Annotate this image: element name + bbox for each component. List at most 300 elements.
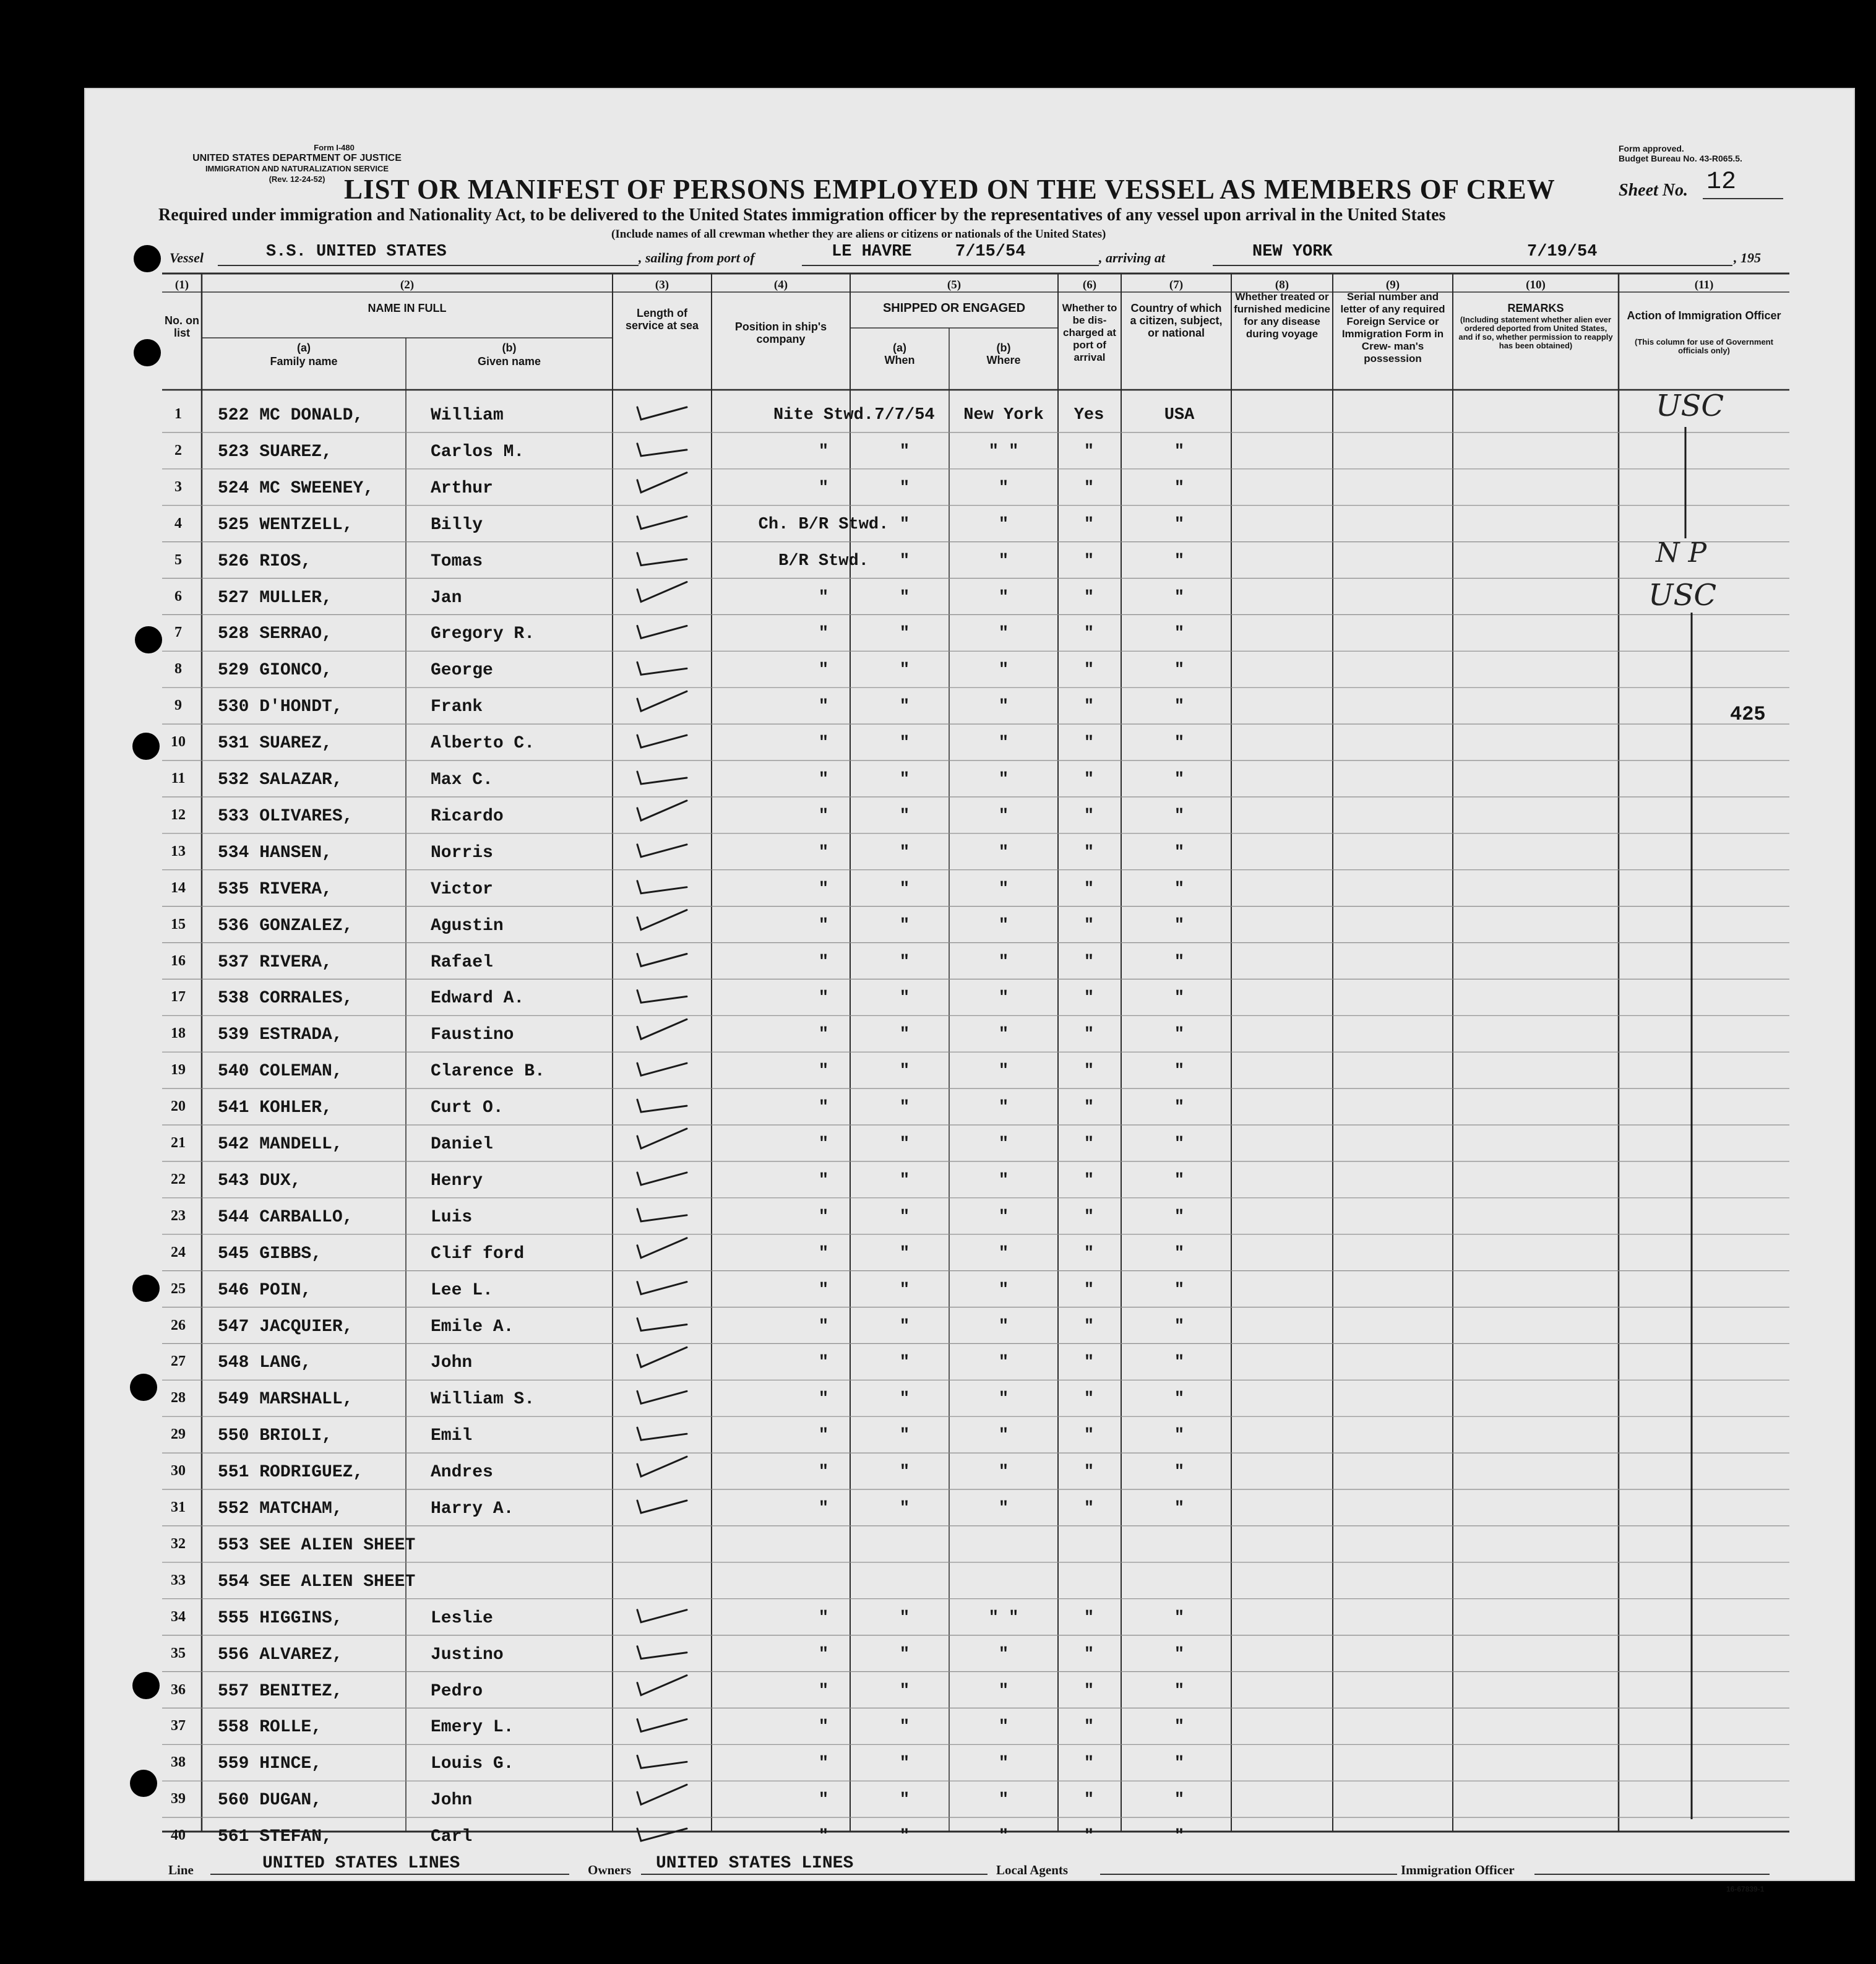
position: " (818, 989, 829, 1008)
col-num-7: (7) (1169, 278, 1184, 291)
shipped-when: " (899, 1098, 910, 1118)
position: " (818, 1426, 829, 1445)
family-name: 551 RODRIGUEZ, (218, 1463, 364, 1483)
family-name: 545 GIBBS, (218, 1244, 322, 1264)
position: " (818, 916, 829, 935)
discharge: " (1083, 1426, 1095, 1445)
shipped-when: " (899, 442, 910, 461)
shipped-where: " (998, 1463, 1009, 1482)
row-number: 5 (174, 551, 182, 568)
col-num-11: (11) (1694, 278, 1714, 291)
discharge: " (1083, 1499, 1095, 1518)
position: Ch. B/R Stwd. (758, 515, 889, 534)
discharge: " (1083, 478, 1095, 497)
position: B/R Stwd. (778, 551, 869, 571)
discharge: " (1083, 1353, 1095, 1372)
country: " (1174, 442, 1185, 461)
position: " (818, 1754, 829, 1773)
given-name: Lee L. (431, 1280, 493, 1300)
shipped-when: " (899, 1317, 910, 1336)
country: " (1174, 879, 1185, 898)
year-suffix: , 195 (1734, 250, 1761, 265)
vessel-label: Vessel (170, 250, 204, 265)
row-number: 31 (171, 1499, 186, 1515)
line-label: Line (168, 1863, 194, 1877)
position: " (818, 588, 829, 607)
table-row (0, 1637, 1876, 1673)
table-row (0, 470, 1876, 506)
row-number: 17 (171, 989, 186, 1006)
position: " (818, 1608, 829, 1627)
given-name: Gregory R. (431, 624, 535, 644)
col-header-given: Given name (477, 355, 541, 368)
discharge: " (1083, 916, 1095, 935)
family-name: 547 JACQUIER, (218, 1317, 353, 1337)
table-row (0, 1345, 1876, 1380)
discharge: " (1083, 806, 1095, 825)
discharge: " (1083, 1244, 1095, 1263)
given-name: Alberto C. (431, 734, 535, 754)
shipped-when: " (899, 1280, 910, 1299)
country: " (1174, 1718, 1185, 1737)
table-row (0, 1053, 1876, 1089)
given-name: Billy (431, 515, 483, 535)
country: " (1174, 1608, 1185, 1627)
family-name: 552 MATCHAM, (218, 1499, 343, 1518)
discharge: " (1083, 697, 1095, 717)
approval-text: Form approved. (1619, 144, 1684, 153)
country: " (1174, 806, 1185, 825)
shipped-where: " (998, 1791, 1009, 1810)
table-row (0, 1527, 1876, 1563)
row-number: 35 (171, 1645, 186, 1661)
shipped-when: " (899, 1681, 910, 1700)
shipped-where: " (998, 1499, 1009, 1518)
table-row (0, 798, 1876, 834)
family-name: 533 OLIVARES, (218, 806, 353, 826)
row-number: 10 (171, 734, 186, 751)
sheet-label: Sheet No. (1619, 181, 1688, 200)
position: " (818, 1317, 829, 1336)
page-title: LIST OR MANIFEST OF PERSONS EMPLOYED ON THE VESSEL AS MEMBERS OF CREW (344, 174, 1555, 205)
shipped-where: " (998, 843, 1009, 862)
arriving-port: NEW YORK (1252, 243, 1333, 261)
shipped-where: " (998, 1681, 1009, 1700)
shipped-where: " (998, 588, 1009, 607)
given-name: Emil (431, 1426, 473, 1446)
table-row (0, 762, 1876, 798)
country: " (1174, 916, 1185, 935)
col-num-8: (8) (1275, 278, 1289, 291)
service-name: IMMIGRATION AND NATURALIZATION SERVICE (205, 164, 389, 173)
position: " (818, 1499, 829, 1518)
family-name: 532 SALAZAR, (218, 770, 343, 790)
row-number: 4 (174, 515, 182, 532)
family-name: 539 ESTRADA, (218, 1025, 343, 1045)
table-row (0, 1746, 1876, 1781)
shipped-where: " (998, 624, 1009, 644)
country: " (1174, 1244, 1185, 1263)
col-num-1: (1) (174, 278, 189, 291)
shipped-when: " (899, 588, 910, 607)
col-header-given-letter: (b) (502, 342, 517, 354)
family-name: 523 SUAREZ, (218, 442, 332, 462)
shipped-when: " (899, 916, 910, 935)
shipped-where: " (998, 515, 1009, 534)
discharge: " (1083, 442, 1095, 461)
immigration-officer-label: Immigration Officer (1401, 1863, 1515, 1877)
country: " (1174, 1317, 1185, 1336)
family-name: 540 COLEMAN, (218, 1062, 343, 1082)
table-row (0, 580, 1876, 616)
annotation-usc-1: USC (1656, 389, 1724, 423)
family-name: 524 MC SWEENEY, (218, 478, 374, 498)
country: " (1174, 1062, 1185, 1081)
shipped-when: " (899, 1025, 910, 1044)
given-name: Carlos M. (431, 442, 525, 462)
given-name: Henry (431, 1171, 483, 1191)
position: " (818, 661, 829, 680)
revision-date: (Rev. 12-24-52) (269, 174, 325, 184)
shipped-when: " (899, 478, 910, 497)
country: " (1174, 843, 1185, 862)
country: " (1174, 661, 1185, 680)
family-name: 530 D'HONDT, (218, 697, 343, 717)
family-name: 546 POIN, (218, 1280, 312, 1300)
shipped-when: " (899, 624, 910, 644)
shipped-when: " (899, 661, 910, 680)
given-name: John (431, 1353, 473, 1373)
shipped-where: " (998, 770, 1009, 789)
col-header-remarks-note: (Including statement whether alien ever ordered deported from United States, and if so, whether permission to reapply has been obtained) (1458, 315, 1613, 350)
position: " (818, 1827, 829, 1846)
country: " (1174, 1280, 1185, 1299)
discharge: " (1083, 1171, 1095, 1190)
family-name: 560 DUGAN, (218, 1791, 322, 1811)
family-name: 557 BENITEZ, (218, 1681, 343, 1701)
shipped-where: " (998, 1171, 1009, 1190)
shipped-where: " (998, 1645, 1009, 1664)
shipped-when: " (899, 551, 910, 571)
position: " (818, 770, 829, 789)
discharge: " (1083, 1645, 1095, 1664)
position: " (818, 1098, 829, 1118)
col-header-serial: Serial number and letter of any required Foreign Service or Immigration Form in Crew- man's possession (1340, 291, 1445, 364)
row-number: 25 (171, 1280, 186, 1297)
given-name: William S. (431, 1390, 535, 1410)
table-row (0, 835, 1876, 871)
country: " (1174, 1353, 1185, 1372)
country: " (1174, 1098, 1185, 1118)
given-name: Jan (431, 588, 462, 608)
position: " (818, 1353, 829, 1372)
discharge: Yes (1074, 406, 1104, 424)
table-row (0, 616, 1876, 652)
discharge: " (1083, 1681, 1095, 1700)
table-row (0, 908, 1876, 944)
owners-value: UNITED STATES LINES (656, 1854, 854, 1873)
family-name: 531 SUAREZ, (218, 734, 332, 754)
family-name: 543 DUX, (218, 1171, 301, 1191)
annotation-usc-2: USC (1648, 578, 1717, 613)
department-name: UNITED STATES DEPARTMENT OF JUSTICE (192, 153, 402, 163)
position: " (818, 1390, 829, 1409)
form-number: Form I-480 (314, 143, 355, 152)
position: " (818, 879, 829, 898)
print-code: 16-67839-1 (1726, 1885, 1765, 1893)
discharge: " (1083, 1135, 1095, 1153)
shipped-where: " (998, 916, 1009, 935)
col-header-family-letter: (a) (297, 342, 311, 354)
inclusion-note: (Include names of all crewman whether they are aliens or citizens or nationals of the United States) (611, 228, 1106, 241)
family-name: 542 MANDELL, (218, 1135, 343, 1154)
row-number: 26 (171, 1317, 186, 1333)
discharge: " (1083, 770, 1095, 789)
country: " (1174, 1171, 1185, 1190)
table-row (0, 1272, 1876, 1308)
row-number: 19 (171, 1062, 186, 1079)
country: " (1174, 551, 1185, 571)
given-name: Tomas (431, 551, 483, 571)
country: " (1174, 515, 1185, 534)
row-number: 15 (171, 916, 186, 932)
position: " (818, 1280, 829, 1299)
discharge: " (1083, 551, 1095, 571)
position: " (818, 442, 829, 461)
row-number: 24 (171, 1244, 186, 1260)
table-row (0, 1309, 1876, 1345)
col-header-action: Action of Immigration Officer (1627, 309, 1781, 322)
table-row (0, 1236, 1876, 1272)
position: " (818, 1645, 829, 1664)
shipped-where: " (998, 1426, 1009, 1445)
shipped-where: " (998, 478, 1009, 497)
position: " (818, 1062, 829, 1081)
country: " (1174, 1645, 1185, 1664)
shipped-when: " (899, 1645, 910, 1664)
country: " (1174, 1390, 1185, 1409)
country: " (1174, 1025, 1185, 1044)
table-row (0, 1381, 1876, 1417)
legal-requirement: Required under immigration and Nationality Act, to be delivered to the United States immigration officer by the representatives of any vessel upon arrival in the United States (158, 205, 1446, 225)
shipped-when: " (899, 515, 910, 534)
country: " (1174, 478, 1185, 497)
col-header-medicine: Whether treated or furnished medicine for any disease during voyage (1234, 291, 1330, 340)
given-name: Carl (431, 1827, 473, 1847)
shipped-where: " (998, 1244, 1009, 1263)
row-number: 3 (174, 478, 182, 495)
shipped-when: " (899, 1608, 910, 1627)
table-row (0, 1564, 1876, 1600)
annotation-np: N P (1656, 537, 1707, 569)
col-header-when: When (884, 354, 915, 366)
given-name: Clif ford (431, 1244, 525, 1264)
family-name: 535 RIVERA, (218, 879, 332, 899)
given-name: Agustin (431, 916, 504, 936)
row-number: 11 (171, 770, 186, 786)
position: " (818, 1463, 829, 1482)
shipped-where: " (998, 806, 1009, 825)
position: " (818, 1025, 829, 1044)
shipped-when: " (899, 1207, 910, 1226)
row-number: 8 (174, 661, 182, 678)
given-name: Clarence B. (431, 1062, 545, 1082)
shipped-where: " (998, 1280, 1009, 1299)
shipped-when: " (899, 989, 910, 1008)
family-name: 541 KOHLER, (218, 1098, 332, 1118)
shipped-where: " (998, 1098, 1009, 1118)
shipped-where: " (998, 551, 1009, 571)
family-name: 544 CARBALLO, (218, 1207, 353, 1227)
table-row (0, 397, 1876, 433)
shipped-when: " (899, 879, 910, 898)
row-number: 9 (174, 697, 182, 714)
shipped-where: " (998, 1390, 1009, 1409)
line-value: UNITED STATES LINES (262, 1854, 460, 1873)
arriving-label: , arriving at (1099, 250, 1165, 265)
row-number: 39 (171, 1791, 186, 1807)
family-name: 559 HINCE, (218, 1754, 322, 1774)
country: " (1174, 697, 1185, 717)
row-number: 13 (171, 843, 186, 859)
discharge: " (1083, 879, 1095, 898)
col-num-2: (2) (400, 278, 415, 291)
shipped-where: " (998, 1317, 1009, 1336)
table-row (0, 1418, 1876, 1454)
col-num-10: (10) (1526, 278, 1546, 291)
col-header-length: Length of service at sea (625, 307, 699, 332)
shipped-where: " (998, 989, 1009, 1008)
discharge: " (1083, 588, 1095, 607)
table-row (0, 652, 1876, 688)
row-number: 37 (171, 1718, 186, 1734)
row-number: 1 (174, 406, 182, 422)
given-name: Frank (431, 697, 483, 717)
shipped-when: " (899, 1791, 910, 1810)
sailing-label: , sailing from port of (639, 250, 755, 265)
table-row (0, 1673, 1876, 1709)
row-number: 18 (171, 1025, 186, 1042)
given-name: John (431, 1791, 473, 1811)
position: " (818, 1718, 829, 1737)
country: " (1174, 989, 1185, 1008)
shipped-when: " (899, 1390, 910, 1409)
col-num-5: (5) (947, 278, 962, 291)
shipped-where: " (998, 697, 1009, 717)
discharge: " (1083, 1098, 1095, 1118)
shipped-when: " (899, 1718, 910, 1737)
shipped-when: " (899, 697, 910, 717)
vessel-name: S.S. UNITED STATES (266, 243, 447, 261)
shipped-where: " " (988, 442, 1019, 461)
table-row (0, 1017, 1876, 1053)
family-name: 534 HANSEN, (218, 843, 332, 863)
position: " (818, 843, 829, 862)
given-name: Ricardo (431, 806, 504, 826)
shipped-where: " (998, 1207, 1009, 1226)
shipped-when: " (899, 1754, 910, 1773)
shipped-when: " (899, 770, 910, 789)
shipped-when: " (899, 806, 910, 825)
country: " (1174, 1207, 1185, 1226)
table-row (0, 1454, 1876, 1490)
col-header-name: NAME IN FULL (368, 302, 447, 314)
discharge: " (1083, 1463, 1095, 1482)
discharge: " (1083, 1280, 1095, 1299)
given-name: George (431, 661, 493, 681)
country: " (1174, 1827, 1185, 1846)
shipped-where: " (998, 1718, 1009, 1737)
family-name: 548 LANG, (218, 1353, 312, 1373)
shipped-where: " (998, 952, 1009, 971)
row-number: 21 (171, 1135, 186, 1151)
discharge: " (1083, 661, 1095, 680)
country: " (1174, 624, 1185, 644)
row-number: 40 (171, 1827, 186, 1844)
col-num-9: (9) (1385, 278, 1400, 291)
sailing-date: 7/15/54 (955, 243, 1026, 261)
row-number: 32 (171, 1535, 186, 1552)
given-name: Curt O. (431, 1098, 504, 1118)
given-name: Leslie (431, 1608, 493, 1628)
discharge: " (1083, 734, 1095, 753)
table-row (0, 1126, 1876, 1162)
table-row (0, 1782, 1876, 1818)
discharge: " (1083, 1608, 1095, 1627)
country: " (1174, 1681, 1185, 1700)
shipped-where: " (998, 661, 1009, 680)
col-header-where-letter: (b) (996, 342, 1011, 354)
position: Nite Stwd. (773, 406, 874, 424)
family-name: 526 RIOS, (218, 551, 312, 571)
row-number: 7 (174, 624, 182, 641)
shipped-where: " " (988, 1608, 1019, 1627)
given-name: Emery L. (431, 1718, 514, 1738)
discharge: " (1083, 843, 1095, 862)
family-name: 525 WENTZELL, (218, 515, 353, 535)
given-name: Justino (431, 1645, 504, 1665)
shipped-where: " (998, 1353, 1009, 1372)
family-name: 528 SERRAO, (218, 624, 332, 644)
family-name: 538 CORRALES, (218, 989, 353, 1009)
position: " (818, 734, 829, 753)
family-name: 555 HIGGINS, (218, 1608, 343, 1628)
discharge: " (1083, 989, 1095, 1008)
row-number: 33 (171, 1572, 186, 1588)
given-name: Arthur (431, 478, 493, 498)
shipped-when: 7/7/54 (874, 406, 935, 424)
given-name: Max C. (431, 770, 493, 790)
discharge: " (1083, 1317, 1095, 1336)
row-number: 22 (171, 1171, 186, 1187)
row-number: 30 (171, 1463, 186, 1479)
table-row (0, 944, 1876, 980)
shipped-when: " (899, 1244, 910, 1263)
table-row (0, 689, 1876, 725)
table-row (0, 725, 1876, 761)
discharge: " (1083, 515, 1095, 534)
position: " (818, 952, 829, 971)
col-header-when-letter: (a) (893, 342, 906, 354)
given-name: Emile A. (431, 1317, 514, 1337)
annotation-count: 425 (1730, 703, 1766, 726)
shipped-when: " (899, 1499, 910, 1518)
discharge: " (1083, 1025, 1095, 1044)
shipped-where: " (998, 1025, 1009, 1044)
family-name: 549 MARSHALL, (218, 1390, 353, 1410)
row-number: 34 (171, 1608, 186, 1625)
shipped-when: " (899, 1426, 910, 1445)
